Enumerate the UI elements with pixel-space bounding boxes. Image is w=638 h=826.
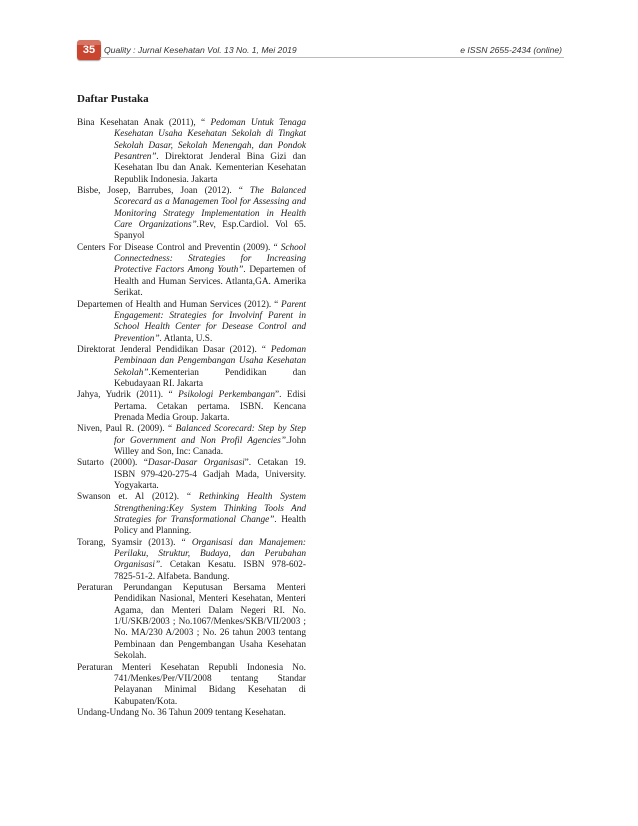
section-title: Daftar Pustaka — [77, 93, 149, 105]
reference-item: Peraturan Menteri Kesehatan Republi Indonesia No. 741/Menkes/Per/VII/2008 tentang Standar Pelayanan Minimal Bidang Kesehatan di Kabupaten/Kota. — [77, 662, 306, 707]
reference-item: Undang-Undang No. 36 Tahun 2009 tentang Kesehatan. — [77, 707, 286, 718]
reference-item: Swanson et. Al (2012). “ Rethinking Health System Strengthening:Key System Thinking Tools And Strategies for Transformational Change”. Health Policy and Planning. — [77, 492, 307, 537]
journal-header: Quality : Jurnal Kesehatan Vol. 13 No. 1, Mei 2019 — [104, 45, 297, 55]
reference-item: Centers For Disease Control and Preventin (2009). “ School Connectedness: Strategies for Increasing Protective Factors Among Youth”. Departemen of Health and Human Services. Atlanta,GA. Amerika Serikat. — [77, 242, 306, 299]
reference-item: Peraturan Perundangan Keputusan Bersama Menteri Pendidikan Nasional, Menteri Kesehatan, Menteri Agama, dan Menteri Dalam Negeri RI. No. 1/U/SKB/2003 ; No.1067/Menkes/SKB/VII/2003 ; No. MA/230 A/2003 ; No. 26 tahun 2003 tentang Pembinaan dan Pengembangan Usaha Kesehatan Sekolah. — [77, 583, 306, 662]
issn-header: e ISSN 2655-2434 (online) — [460, 45, 562, 55]
header-rule — [100, 57, 564, 58]
reference-item: Departemen of Health and Human Services (2012). “ Parent Engagement: Strategies for Involvinf Parent in School Health Center for Desease Control and Prevention”. Atlanta, U.S. — [77, 299, 306, 344]
page-number-badge: 35 — [77, 40, 101, 60]
reference-item: Sutarto (2000). “Dasar-Dasar Organisasi”. Cetakan 19. ISBN 979-420-275-4 Gadjah Mada, University. Yogyakarta. — [77, 458, 306, 491]
reference-item: Bina Kesehatan Anak (2011), “ Pedoman Untuk Tenaga Kesehatan Usaha Kesehatan Sekolah di Tingkat Sekolah Dasar, Sekolah Menengah, dan Pondok Pesantren”. Direktorat Jenderal Bina Gizi dan Kesehatan Ibu dan Anak. Kementerian Kesehatan Republik Indonesia. Jakarta — [77, 118, 306, 185]
reference-item: Torang, Syamsir (2013). “ Organisasi dan Manajemen: Perilaku, Struktur, Budaya, dan Perubahan Organisasi”. Cetakan Kesatu. ISBN 978-602-7825-51-2. Alfabeta. Bandung. — [77, 537, 307, 582]
reference-item: Direktorat Jenderal Pendidikan Dasar (2012). “ Pedoman Pembinaan dan Pengembangan Usaha Kesehatan Sekolah”.Kementerian Pendidikan dan Kebudayaan RI. Jakarta — [77, 344, 306, 389]
reference-list — [77, 118, 306, 719]
reference-item: Jahya, Yudrik (2011). “ Psikologi Perkembangan”. Edisi Pertama. Cetakan pertama. ISBN. Kencana Prenada Media Group. Jakarta. — [77, 390, 306, 423]
reference-item: Bisbe, Josep, Barrubes, Joan (2012). “ The Balanced Scorecard as a Managemen Tool for Assessing and Monitoring Strategy Implementation in Health Care Organizations”.Rev, Esp.Cardiol. Vol 65. Spanyol — [77, 186, 307, 242]
reference-item: Niven, Paul R. (2009). “ Balanced Scorecard: Step by Step for Government and Non Profil Agencies”.John Willey and Son, Inc: Canada. — [77, 424, 306, 457]
